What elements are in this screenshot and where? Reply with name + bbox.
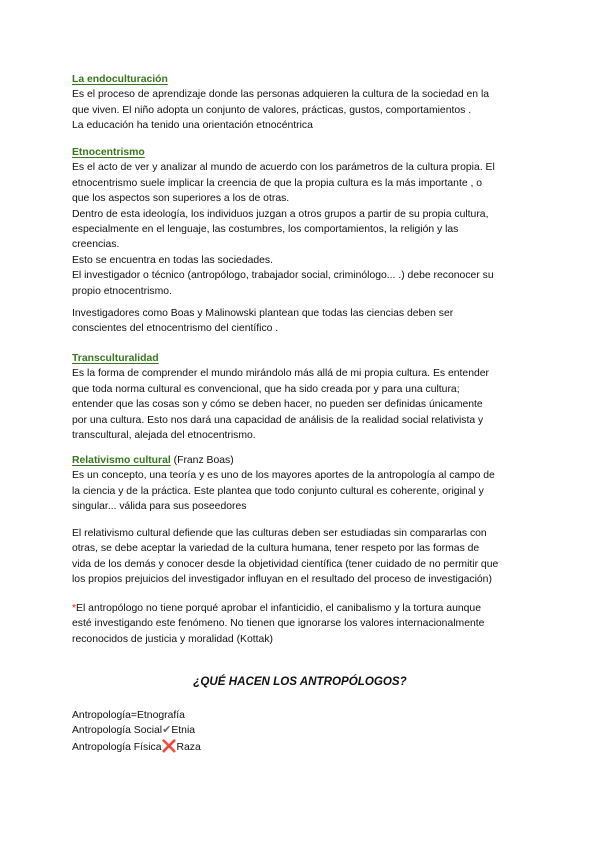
heading-etnocentrismo: Etnocentrismo <box>72 147 145 158</box>
list-item-value: Etnia <box>171 725 196 737</box>
section-transculturalidad <box>72 351 532 443</box>
cross-mark-icon: ❌ <box>161 738 177 753</box>
text-line: singular... válida para sus poseedores <box>72 501 247 513</box>
text-line: reconocidos de justicia y moralidad (Kottak) <box>72 633 273 645</box>
text-line: Es el acto de ver y analizar al mundo de acuerdo con los parámetros de la cultura propia. El <box>72 162 495 174</box>
text-line: Es el proceso de aprendizaje donde las personas adquieren la cultura de la sociedad en la <box>72 89 490 101</box>
section-etnocentrismo <box>72 145 532 299</box>
text-line: que los aspectos son superiores a los de otras. <box>72 193 290 205</box>
text-line: Es un concepto, una teoría y es uno de los mayores aportes de la antropología al campo de <box>72 470 495 482</box>
paragraph-note <box>72 601 532 647</box>
list-item <box>72 739 532 755</box>
text-line: otras, se debe aceptar la variedad de la cultura humana, tener respeto por las formas de <box>72 543 480 555</box>
section-title-antropologos: ¿QUÉ HACEN LOS ANTROPÓLOGOS? <box>193 675 407 688</box>
text-line: entender que las cosas son y cómo se deben hacer, no pueden ser definidas únicamente <box>72 399 483 411</box>
text-line: los propios prejuicios del investigador influyan en el resultado del proceso de investigación) <box>72 574 492 586</box>
text-line: El antropólogo no tiene porqué aprobar el infanticidio, el canibalismo y la tortura aunque <box>76 603 481 614</box>
list-item-text: Antropología=Etnografía <box>72 710 185 721</box>
list-item <box>72 708 532 723</box>
antropologia-list <box>72 708 532 755</box>
text-line: La educación ha tenido una orientación etnocéntrica <box>72 120 313 132</box>
text-line: Investigadores como Boas y Malinowski plantean que todas las ciencias deben ser <box>72 308 454 319</box>
list-item-text: Antropología Social <box>72 725 163 737</box>
text-line: El investigador o técnico (antropólogo, trabajador social, criminólogo... .) debe reconocer su <box>72 270 494 282</box>
text-line: transcultural, alejada del etnocentrismo. <box>72 430 256 442</box>
text-line: Dentro de esta ideología, los individuos juzgan a otros grupos a partir de su propia cultura, <box>72 208 489 220</box>
text-line: vida de los demás y conocer desde la objetividad científica (tener cuidado de no permitir que <box>72 558 499 570</box>
paragraph-relativismo-defiende <box>72 526 532 588</box>
heading-aside: (Franz Boas) <box>170 455 234 466</box>
text-line: esté investigando este fenómeno. No tienen que ignorarse los valores internacionalmente <box>72 618 485 630</box>
text-line: propio etnocentrismo. <box>72 285 172 297</box>
heading-endoculturacion: La endoculturación <box>72 74 168 85</box>
list-item-value: Raza <box>176 741 201 753</box>
section-endoculturacion <box>72 72 532 134</box>
list-item <box>72 723 532 738</box>
text-line: conscientes del etnocentrismo del científico . <box>72 323 279 335</box>
text-line: especialmente en el lenguaje, las costumbres, los comportamientos, la religión y las <box>72 224 459 236</box>
text-line: por una cultura. Esto nos dará una capacidad de análisis de la realidad social relativista y <box>72 414 484 426</box>
paragraph-investigadores <box>72 306 532 337</box>
checkmark-icon: ✔ <box>162 724 172 737</box>
text-line: que toda norma cultural es convencional, que ha sido creada por y para una cultura; <box>72 383 460 395</box>
heading-relativismo: Relativismo cultural <box>72 455 171 466</box>
text-line: Esto se encuentra en todas las sociedades. <box>72 254 274 266</box>
section-relativismo <box>72 453 532 515</box>
text-line: que viven. El niño adopta un conjunto de valores, prácticas, gustos, comportamientos . <box>72 104 472 116</box>
text-line: creencias. <box>72 239 120 251</box>
heading-transculturalidad: Transculturalidad <box>72 353 159 364</box>
list-item-text: Antropología Física <box>72 741 162 753</box>
text-line: etnocentrismo suele implicar la creencia de que la propia cultura es la más importante , o <box>72 177 483 189</box>
asterisk-mark: * <box>72 603 77 614</box>
text-line: la ciencia y de la práctica. Este plantea que todo conjunto cultural es coherente, original y <box>72 485 484 497</box>
text-line: Es la forma de comprender el mundo mirándolo más allá de mi propia cultura. Es entender <box>72 368 489 380</box>
text-line: El relativismo cultural defiende que las culturas deben ser estudiadas sin compararlas con <box>72 528 487 539</box>
